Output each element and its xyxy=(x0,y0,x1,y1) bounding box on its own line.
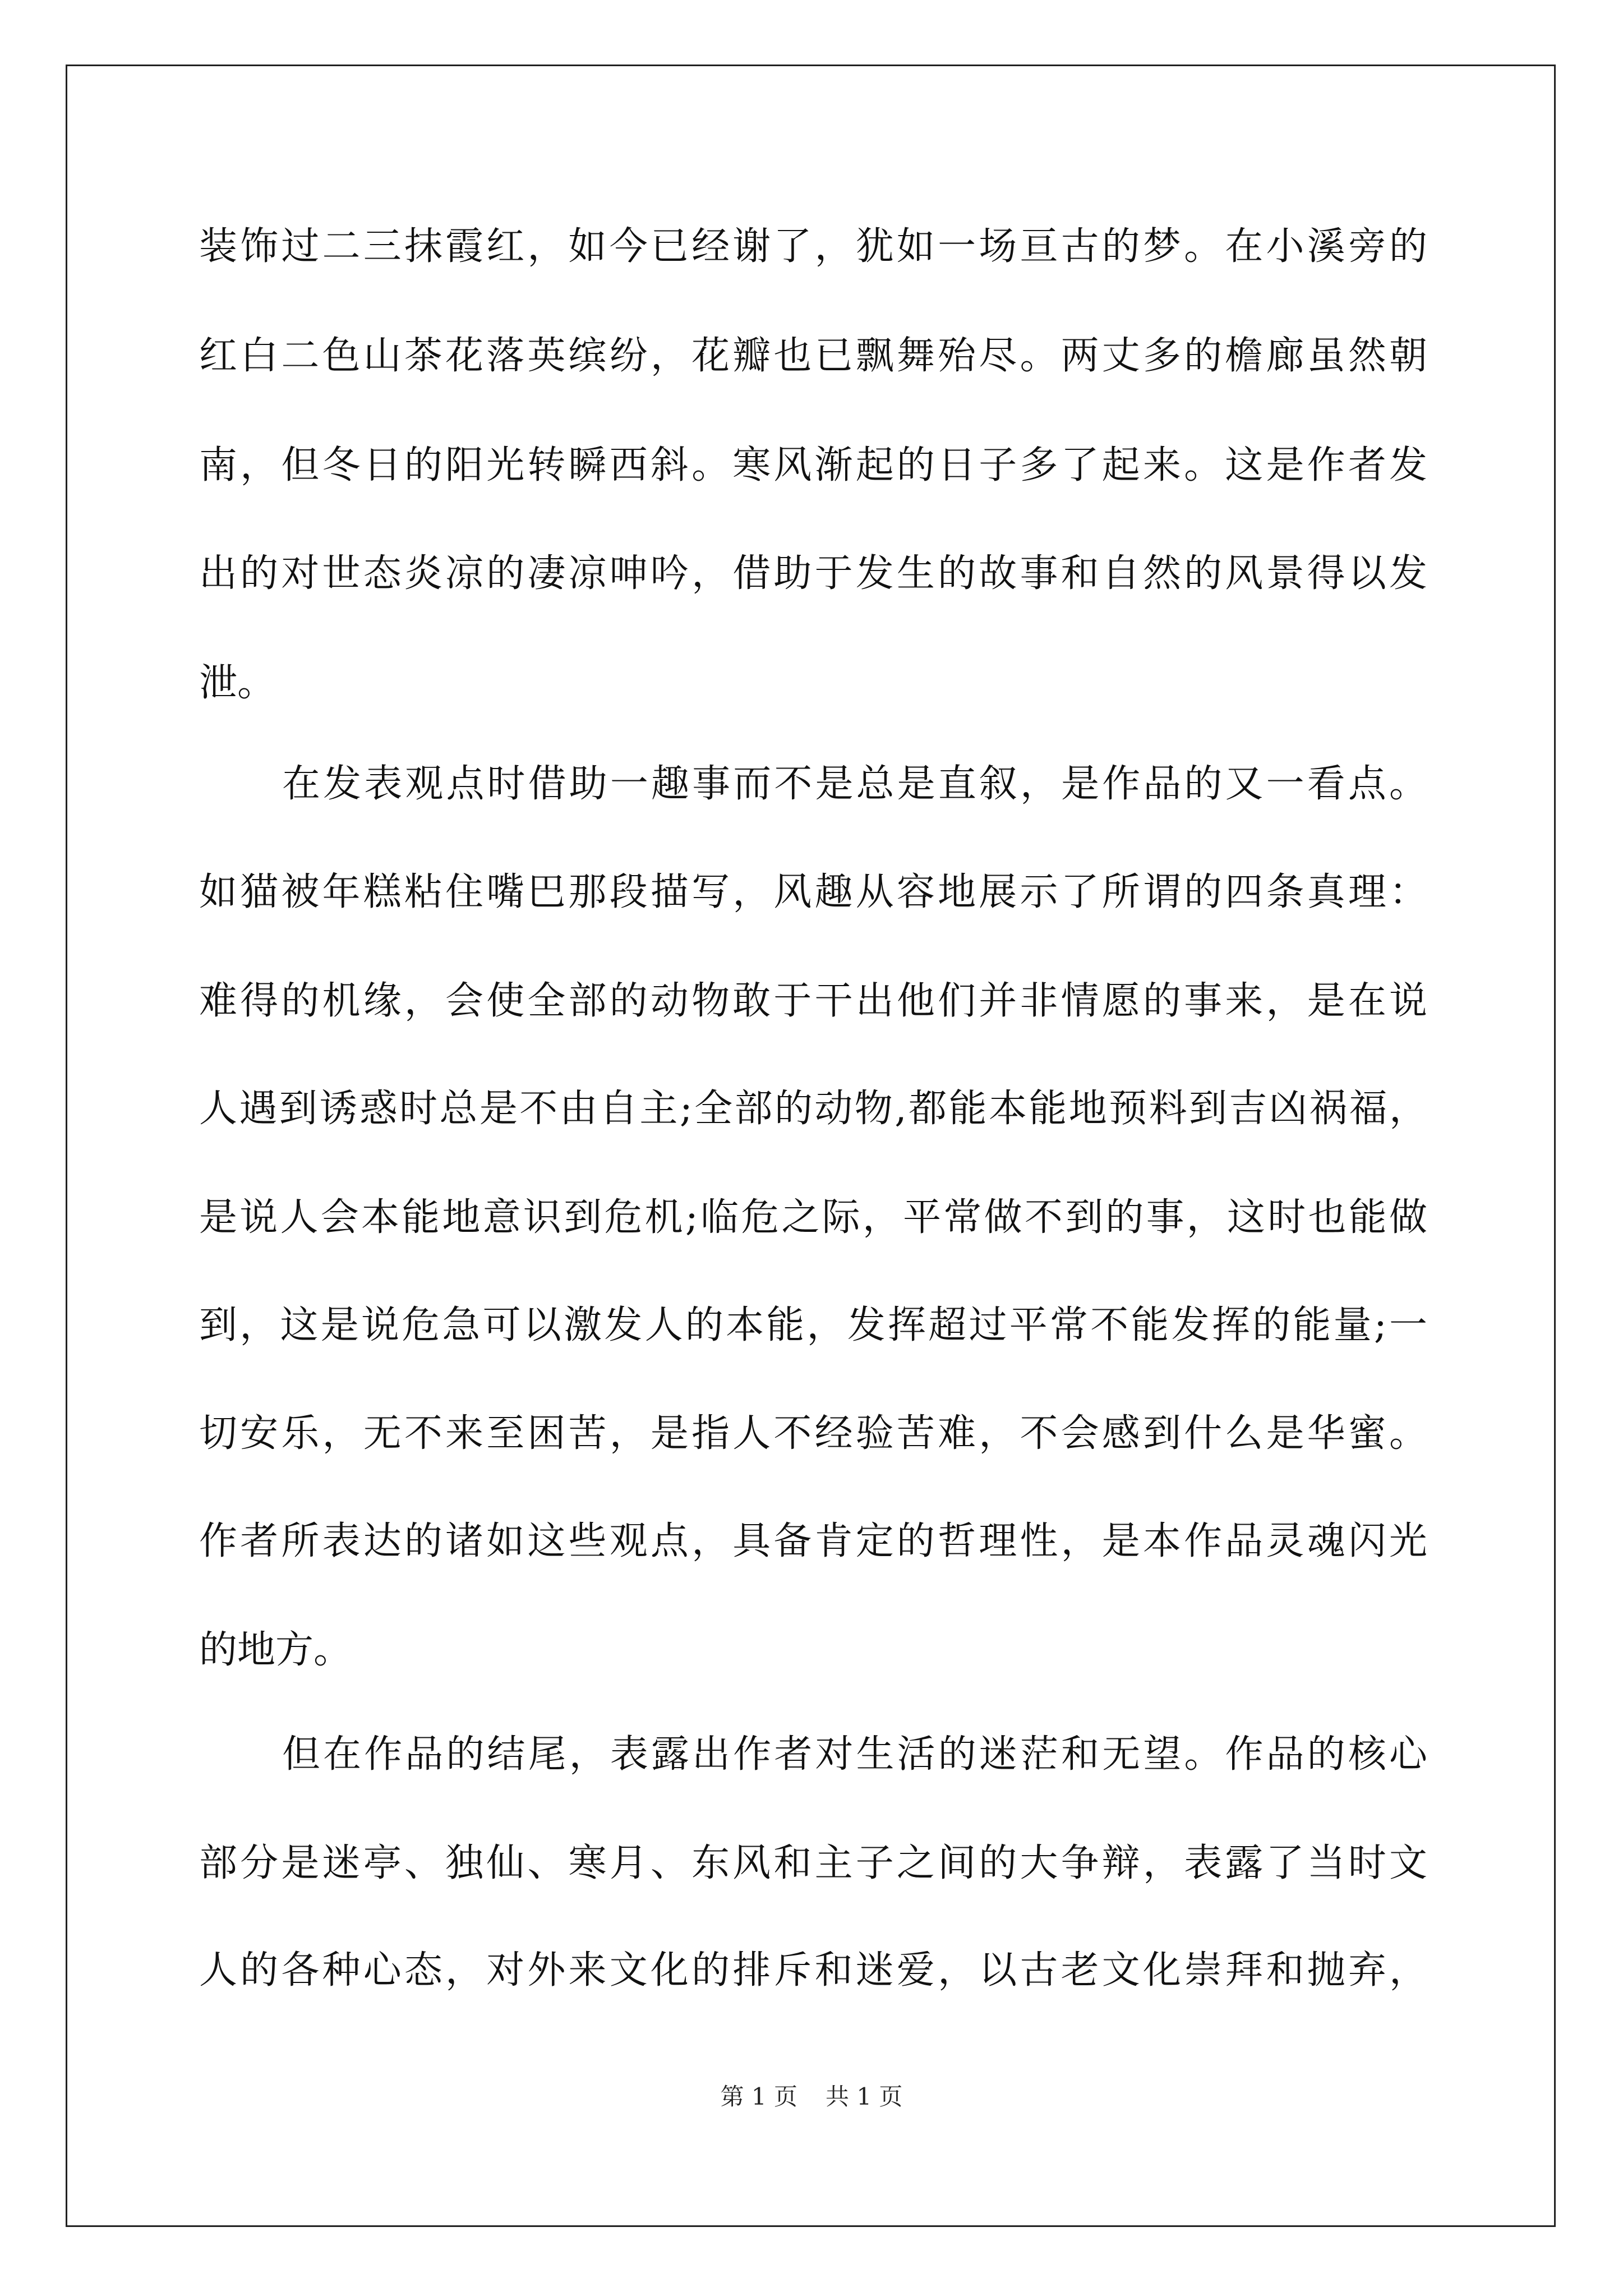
text-line: 部分是迷亭、独仙、寒月、东风和主子之间的大争辩，表露了当时文 xyxy=(199,1841,1427,1885)
text-line: 作者所表达的诸如这些观点，具备肯定的哲理性，是本作品灵魂闪光 xyxy=(199,1519,1427,1563)
text-line: 出的对世态炎凉的凄凉呻吟，借助于发生的故事和自然的风景得以发 xyxy=(199,551,1427,596)
text-line: 到，这是说危急可以激发人的本能，发挥超过平常不能发挥的能量;一 xyxy=(199,1303,1427,1347)
text-line: 人的各种心态，对外来文化的排斥和迷爱，以古老文化崇拜和抛弃， xyxy=(199,1948,1427,1993)
page-footer xyxy=(0,2080,1623,2114)
text-line: 人遇到诱惑时总是不由自主;全部的动物,都能本能地预料到吉凶祸福， xyxy=(199,1087,1427,1131)
text-line: 的地方。 xyxy=(199,1628,352,1672)
page-number: 第 1 页 xyxy=(720,2083,797,2110)
text-line: 是说人会本能地意识到危机;临危之际，平常做不到的事，这时也能做 xyxy=(199,1195,1427,1240)
text-line: 但在作品的结尾，表露出作者对生活的迷茫和无望。作品的核心 xyxy=(282,1732,1427,1777)
text-line: 切安乐，无不来至困苦，是指人不经验苦难，不会感到什么是华蜜。 xyxy=(199,1411,1427,1456)
text-line: 难得的机缘，会使全部的动物敢于干出他们并非情愿的事来，是在说 xyxy=(199,979,1427,1023)
page-total: 共 1 页 xyxy=(826,2083,903,2110)
text-line: 如猫被年糕粘住嘴巴那段描写，风趣从容地展示了所谓的四条真理： xyxy=(199,870,1427,914)
text-line: 南，但冬日的阳光转瞬西斜。寒风渐起的日子多了起来。这是作者发 xyxy=(199,443,1427,487)
text-line: 红白二色山茶花落英缤纷，花瓣也已飘舞殆尽。两丈多的檐廊虽然朝 xyxy=(199,334,1427,378)
text-line: 泄。 xyxy=(199,661,276,705)
text-line: 在发表观点时借助一趣事而不是总是直叙，是作品的又一看点。 xyxy=(282,762,1427,806)
page-border xyxy=(66,65,1556,2227)
text-line: 装饰过二三抹霞红，如今已经谢了，犹如一场亘古的梦。在小溪旁的 xyxy=(199,224,1427,269)
